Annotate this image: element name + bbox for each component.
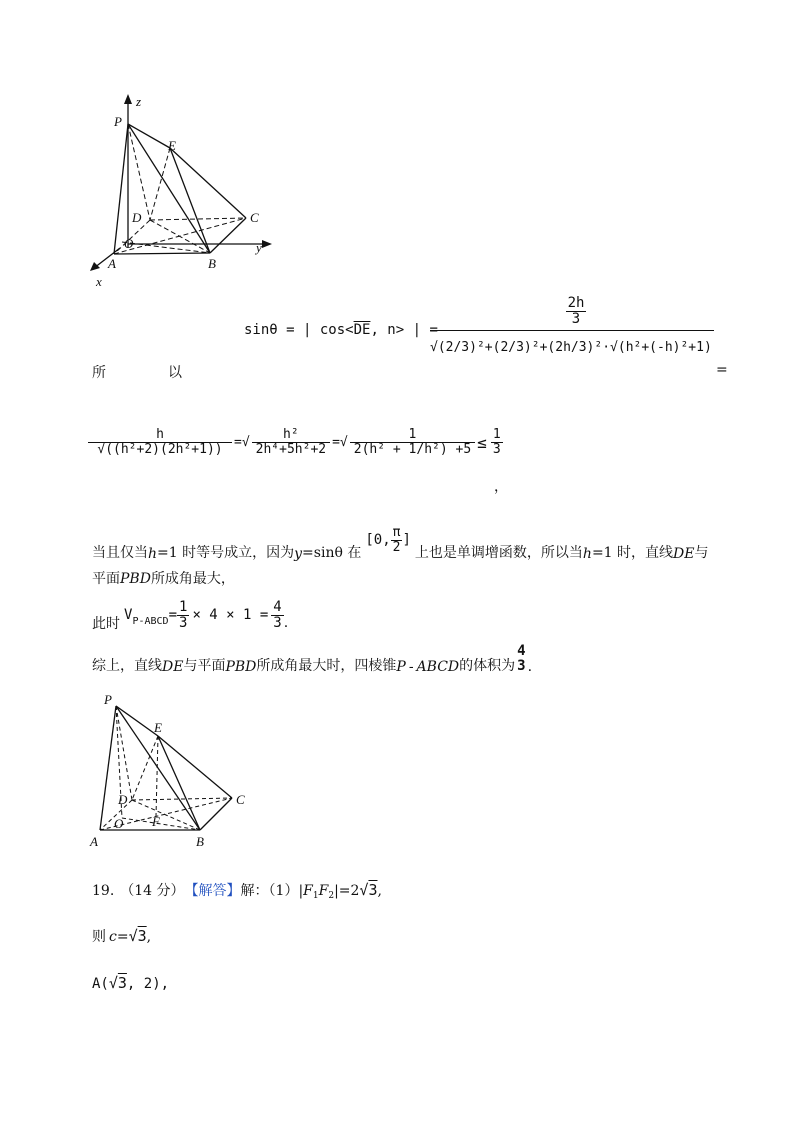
eq1-main-bar [430, 330, 714, 331]
answer-tag: 【解答】 [184, 883, 241, 899]
axis-x-label: x [96, 274, 102, 289]
fig2-point-b-label: B [196, 834, 204, 849]
axis-y-label: y [256, 240, 262, 255]
point-c-label: C [250, 210, 259, 225]
point-o-label: O [124, 236, 134, 251]
fig2-point-o-label: O [114, 816, 124, 831]
eq1-lhs: sinθ = | $\cos<\overline{DE}$, n> | = [244, 322, 438, 338]
so-label-1: 所 [92, 365, 106, 381]
question-number: 19. [92, 883, 115, 899]
fig2-point-d-label: D [118, 792, 128, 807]
question-19-header: 19. （14 分） 【解答】 解：（1）| F 1 F 2 |=2 √3 , [92, 881, 382, 901]
eq2-comma: ， [494, 479, 508, 495]
axis-z-label: z [136, 94, 142, 109]
point-e-label: E [168, 138, 176, 153]
eq2-fraction-3: $\frac{1}{\text{2(h² + 1/h²) +5}}$ [352, 428, 473, 456]
point-d-label: D [132, 210, 142, 225]
question-score: （14 分） [120, 883, 185, 899]
figure-pyramid-2 [86, 690, 256, 850]
paragraph-line-4-conclusion: 综上，直线 DE 与平面 PBD 所成角最大时，四棱锥 P - ABCD 的体积为 4 3 . [92, 643, 533, 676]
fig2-point-c-label: C [236, 792, 245, 807]
eq2-bound-fraction: $\frac{1}{3}$ [492, 427, 501, 457]
point-b-label: B [208, 256, 216, 271]
line-point-a: A( √3 , 2), [92, 974, 170, 992]
eq2-fraction-2: $\frac{\text{h²}}{\text{2h⁴+5h²+2}}$ [254, 428, 328, 456]
figure-pyramid-axes [80, 88, 280, 298]
eq1-equals: = [716, 362, 728, 378]
eq1-fraction: $\frac{2h}{3}$ [567, 295, 585, 327]
point-p-label: P [114, 114, 122, 129]
fig2-point-a-label: A [90, 834, 98, 849]
point-a-label: A [108, 256, 116, 271]
paragraph-line-3-volume: 此时 V P-ABCD = $\frac{1}{3}$ × 4 × 1 = $\frac{4}{3}$ . [92, 599, 289, 633]
eq1-denominator: √(2/3)²+(2/3)²+(2h/3)²·√(h²+(-h)²+1) [430, 340, 712, 355]
so-label-2: 以 [168, 365, 182, 381]
paragraph-line-1: 当且仅当 h =1 时等号成立，因为 y =sinθ 在 [0, $\frac{\pi}{2}$ ] 上也是单调增函数，所以当 h =1 时，直线 DE 与 [92, 525, 709, 563]
vector-de: $\overline{DE}$ [353, 322, 371, 338]
fig2-point-p-label: P [104, 692, 112, 707]
eq2-fraction-1: $\frac{h}{\text{√((h²+2)(2h²+1))}}$ [90, 428, 230, 456]
paragraph-line-2: 平面PBD所成角最大， [92, 571, 235, 587]
fig2-point-e-label: E [154, 720, 162, 735]
fig2-point-f-label: F [152, 814, 160, 829]
eq2-row: $\frac{h}{\text{√((h²+2)(2h²+1))}}$ =√ $\frac{\text{h²}}{\text{2h⁴+5h²+2}}$ =√ $\frac{1}{\text{2(h² + 1/h²) +5}}$ ≤ $\frac{1}{3}$ [90, 428, 503, 456]
line-c-value: 则 c = √3 , [92, 927, 152, 945]
